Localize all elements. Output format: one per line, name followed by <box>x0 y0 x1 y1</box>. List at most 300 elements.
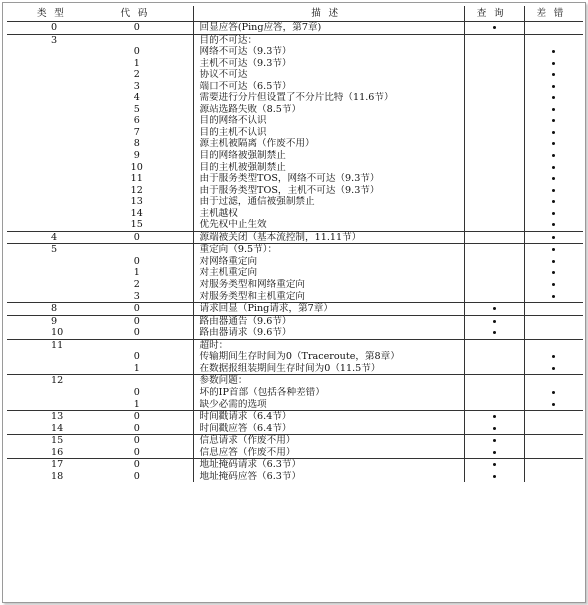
cell-description: 回显应答(Ping应答，第7章) <box>193 22 464 35</box>
cell-code <box>83 267 193 279</box>
cell-error <box>524 185 583 197</box>
table-row <box>7 339 583 351</box>
cell-code <box>83 231 193 244</box>
error-bullet-icon <box>552 154 555 157</box>
cell-type <box>7 196 83 208</box>
table-row <box>7 303 583 316</box>
table-row <box>7 471 583 483</box>
table-row <box>7 399 583 411</box>
cell-code-value: 12 <box>130 184 143 196</box>
cell-type: 3 <box>51 34 58 46</box>
table-row <box>7 459 583 471</box>
query-bullet-icon <box>493 427 496 430</box>
table-row <box>7 115 583 127</box>
cell-code-value: 0 <box>133 435 140 447</box>
query-bullet-icon <box>493 439 496 442</box>
cell-code-value: 3 <box>133 80 140 92</box>
table-row <box>7 92 583 104</box>
cell-code-value: 3 <box>133 290 140 302</box>
table-row <box>7 69 583 81</box>
cell-code-value: 0 <box>133 303 140 315</box>
cell-code <box>83 435 193 447</box>
cell-code <box>83 303 193 316</box>
cell-code <box>83 196 193 208</box>
cell-code-value: 2 <box>133 279 140 291</box>
cell-code-value: 8 <box>133 138 140 150</box>
cell-query <box>464 22 524 35</box>
query-bullet-icon <box>493 331 496 334</box>
table-row <box>7 447 583 459</box>
error-bullet-icon <box>552 271 555 274</box>
cell-description: 重定向（9.5节）： <box>193 244 464 256</box>
cell-code <box>83 58 193 70</box>
error-bullet-icon <box>552 223 555 226</box>
cell-code <box>83 22 193 35</box>
cell-error <box>524 303 583 316</box>
cell-code-value: 10 <box>130 161 143 173</box>
table-row <box>7 196 583 208</box>
cell-description: 主机不可达（9.3节） <box>193 58 464 70</box>
cell-description: 超时： <box>193 339 464 351</box>
error-bullet-icon <box>552 131 555 134</box>
cell-query <box>464 92 524 104</box>
cell-error <box>524 208 583 220</box>
table-row <box>7 291 583 303</box>
table-row <box>7 231 583 244</box>
cell-code-value: 6 <box>133 115 140 127</box>
cell-description: 时间戳应答（6.4节） <box>193 423 464 435</box>
cell-error <box>524 34 583 46</box>
error-bullet-icon <box>552 73 555 76</box>
cell-type <box>7 387 83 399</box>
cell-type <box>7 219 83 231</box>
cell-code <box>83 46 193 58</box>
cell-type <box>7 256 83 268</box>
cell-type <box>7 92 83 104</box>
table-row <box>7 162 583 174</box>
cell-code-value: 1 <box>133 398 140 410</box>
table-row <box>7 279 583 291</box>
cell-type <box>7 46 83 58</box>
cell-code <box>83 447 193 459</box>
cell-description: 源主机被隔离（作废不用） <box>193 138 464 150</box>
cell-query <box>464 387 524 399</box>
cell-description: 缺少必需的选项 <box>193 399 464 411</box>
cell-query <box>464 435 524 447</box>
error-bullet-icon <box>552 236 555 239</box>
table-row <box>7 104 583 116</box>
error-bullet-icon <box>552 248 555 251</box>
cell-error <box>524 267 583 279</box>
cell-error <box>524 196 583 208</box>
cell-code-value: 1 <box>133 362 140 374</box>
cell-query <box>464 471 524 483</box>
cell-code-value: 1 <box>133 267 140 279</box>
cell-code <box>83 92 193 104</box>
table-row <box>7 256 583 268</box>
cell-query <box>464 127 524 139</box>
cell-description: 对服务类型和主机重定向 <box>193 291 464 303</box>
table-row <box>7 138 583 150</box>
cell-code-value: 4 <box>133 92 140 104</box>
query-bullet-icon <box>493 451 496 454</box>
cell-error <box>524 399 583 411</box>
header-query: 查询 <box>464 6 524 22</box>
cell-error <box>524 69 583 81</box>
cell-error <box>524 256 583 268</box>
cell-query <box>464 279 524 291</box>
cell-description: 协议不可达 <box>193 69 464 81</box>
cell-description: 优先权中止生效 <box>193 219 464 231</box>
cell-type <box>7 173 83 185</box>
cell-code-value: 0 <box>133 386 140 398</box>
table-row <box>7 375 583 387</box>
cell-query <box>464 256 524 268</box>
cell-code <box>83 471 193 483</box>
cell-query <box>464 447 524 459</box>
error-bullet-icon <box>552 391 555 394</box>
table-header-row <box>7 6 583 22</box>
cell-type <box>7 162 83 174</box>
query-bullet-icon <box>493 307 496 310</box>
table-row <box>7 34 583 46</box>
cell-type: 15 <box>51 435 64 447</box>
cell-error <box>524 22 583 35</box>
cell-type: 13 <box>51 411 64 423</box>
cell-error <box>524 138 583 150</box>
cell-code-value: 0 <box>133 411 140 423</box>
cell-code-value: 0 <box>133 351 140 363</box>
cell-description: 需要进行分片但设置了不分片比特（11.6节） <box>193 92 464 104</box>
cell-description: 在数据报组装期间生存时间为0（11.5节） <box>193 363 464 375</box>
cell-query <box>464 244 524 256</box>
table-body <box>7 22 583 483</box>
cell-query <box>464 173 524 185</box>
cell-type: 11 <box>51 339 64 351</box>
table-row <box>7 173 583 185</box>
table-row <box>7 423 583 435</box>
error-bullet-icon <box>552 142 555 145</box>
cell-query <box>464 231 524 244</box>
cell-description: 目的主机被强制禁止 <box>193 162 464 174</box>
error-bullet-icon <box>552 177 555 180</box>
cell-query <box>464 303 524 316</box>
cell-description: 网络不可达（9.3节） <box>193 46 464 58</box>
cell-code <box>83 291 193 303</box>
cell-query <box>464 196 524 208</box>
cell-type <box>7 185 83 197</box>
cell-error <box>524 327 583 339</box>
cell-error <box>524 447 583 459</box>
cell-query <box>464 459 524 471</box>
cell-code <box>83 244 193 256</box>
cell-type <box>7 115 83 127</box>
error-bullet-icon <box>552 295 555 298</box>
cell-code <box>83 162 193 174</box>
cell-code <box>83 423 193 435</box>
error-bullet-icon <box>552 108 555 111</box>
cell-description: 由于服务类型TOS，网络不可达（9.3节） <box>193 173 464 185</box>
cell-code <box>83 115 193 127</box>
cell-type: 10 <box>7 327 83 339</box>
cell-query <box>464 315 524 327</box>
cell-query <box>464 327 524 339</box>
table-row <box>7 219 583 231</box>
table-row <box>7 435 583 447</box>
error-bullet-icon <box>552 166 555 169</box>
table-row <box>7 327 583 339</box>
cell-error <box>524 339 583 351</box>
cell-type: 0 <box>7 22 83 35</box>
table-row <box>7 22 583 35</box>
cell-description: 坏的IP首部（包括各种差错） <box>193 387 464 399</box>
cell-error <box>524 173 583 185</box>
cell-code <box>83 81 193 93</box>
cell-query <box>464 81 524 93</box>
cell-code-value: 14 <box>130 207 143 219</box>
cell-error <box>524 127 583 139</box>
table-row <box>7 387 583 399</box>
cell-error <box>524 423 583 435</box>
cell-error <box>524 58 583 70</box>
error-bullet-icon <box>552 212 555 215</box>
cell-description: 目的主机不认识 <box>193 127 464 139</box>
cell-code-value: 7 <box>133 126 140 138</box>
cell-code <box>83 219 193 231</box>
cell-query <box>464 339 524 351</box>
cell-type <box>7 104 83 116</box>
cell-description: 地址掩码请求（6.3节） <box>193 459 464 471</box>
cell-description: 路由器请求（9.6节） <box>193 327 464 339</box>
cell-type: 14 <box>7 423 83 435</box>
cell-query <box>464 34 524 46</box>
cell-description: 端口不可达（6.5节） <box>193 81 464 93</box>
query-bullet-icon <box>493 415 496 418</box>
cell-type <box>7 150 83 162</box>
document-frame <box>2 2 586 603</box>
cell-code-value: 1 <box>133 57 140 69</box>
cell-error <box>524 411 583 423</box>
cell-code-value: 0 <box>133 446 140 458</box>
cell-code-value: 0 <box>133 327 140 339</box>
cell-error <box>524 363 583 375</box>
cell-type <box>7 69 83 81</box>
cell-error <box>524 459 583 471</box>
cell-error <box>524 351 583 363</box>
cell-type: 18 <box>51 470 64 482</box>
cell-type: 9 <box>51 315 58 327</box>
cell-description: 源站选路失败（8.5节） <box>193 104 464 116</box>
cell-error <box>524 244 583 256</box>
cell-query <box>464 185 524 197</box>
cell-query <box>464 46 524 58</box>
cell-description: 信息请求（作废不用） <box>193 435 464 447</box>
table-row <box>7 150 583 162</box>
cell-description: 源端被关闭（基本流控制，11.11节） <box>193 231 464 244</box>
cell-type: 4 <box>7 231 83 244</box>
cell-type: 17 <box>51 459 64 471</box>
cell-description: 由于过滤，通信被强制禁止 <box>193 196 464 208</box>
cell-code <box>83 279 193 291</box>
cell-code-value: 0 <box>133 422 140 434</box>
cell-code-value: 13 <box>130 196 143 208</box>
cell-code <box>83 411 193 423</box>
icmp-message-table <box>7 6 583 482</box>
error-bullet-icon <box>552 189 555 192</box>
cell-code-value: 11 <box>130 173 143 185</box>
cell-description: 信息应答（作废不用） <box>193 447 464 459</box>
cell-type <box>7 127 83 139</box>
cell-query <box>464 291 524 303</box>
cell-code <box>83 173 193 185</box>
cell-type <box>7 291 83 303</box>
cell-type <box>7 81 83 93</box>
cell-type <box>7 138 83 150</box>
cell-type: 16 <box>7 447 83 459</box>
cell-error <box>524 375 583 387</box>
cell-error <box>524 471 583 483</box>
cell-query <box>464 138 524 150</box>
cell-code <box>83 208 193 220</box>
cell-error <box>524 315 583 327</box>
cell-error <box>524 115 583 127</box>
cell-description: 对服务类型和网络重定向 <box>193 279 464 291</box>
error-bullet-icon <box>552 367 555 370</box>
cell-error <box>524 291 583 303</box>
cell-error <box>524 150 583 162</box>
cell-query <box>464 58 524 70</box>
header-error: 差错 <box>524 6 583 22</box>
header-type: 类型 <box>7 6 83 22</box>
cell-description: 对网络重定向 <box>193 256 464 268</box>
table-row <box>7 185 583 197</box>
cell-description: 目的网络被强制禁止 <box>193 150 464 162</box>
error-bullet-icon <box>552 260 555 263</box>
error-bullet-icon <box>552 200 555 203</box>
cell-code <box>83 127 193 139</box>
cell-query <box>464 150 524 162</box>
cell-query <box>464 423 524 435</box>
cell-code <box>83 387 193 399</box>
cell-type <box>7 58 83 70</box>
cell-query <box>464 411 524 423</box>
table-row <box>7 267 583 279</box>
error-bullet-icon <box>552 50 555 53</box>
cell-code <box>83 327 193 339</box>
cell-type <box>7 279 83 291</box>
table-row <box>7 46 583 58</box>
table-row <box>7 363 583 375</box>
cell-code <box>83 150 193 162</box>
table-row <box>7 58 583 70</box>
cell-error <box>524 231 583 244</box>
error-bullet-icon <box>552 85 555 88</box>
cell-code-value: 5 <box>133 103 140 115</box>
cell-type <box>7 208 83 220</box>
cell-description: 主机越权 <box>193 208 464 220</box>
cell-code-value: 2 <box>133 69 140 81</box>
query-bullet-icon <box>493 320 496 323</box>
cell-description: 路由器通告（9.6节） <box>193 315 464 327</box>
error-bullet-icon <box>552 119 555 122</box>
cell-error <box>524 219 583 231</box>
header-description: 描述 <box>193 6 464 22</box>
cell-type <box>7 363 83 375</box>
cell-code-value: 0 <box>133 255 140 267</box>
cell-type <box>7 267 83 279</box>
cell-type: 5 <box>51 244 58 256</box>
cell-type: 8 <box>7 303 83 316</box>
cell-code <box>83 375 193 387</box>
cell-description: 参数问题： <box>193 375 464 387</box>
cell-code <box>83 256 193 268</box>
cell-query <box>464 399 524 411</box>
table-row <box>7 351 583 363</box>
cell-query <box>464 104 524 116</box>
query-bullet-icon <box>493 26 496 29</box>
cell-query <box>464 69 524 81</box>
error-bullet-icon <box>552 355 555 358</box>
cell-description: 地址掩码应答（6.3节） <box>193 471 464 483</box>
cell-code-value: 0 <box>133 46 140 58</box>
table-row <box>7 244 583 256</box>
error-bullet-icon <box>552 403 555 406</box>
cell-description: 目的不可达： <box>193 34 464 46</box>
cell-code <box>83 34 193 46</box>
error-bullet-icon <box>552 62 555 65</box>
cell-description: 由于服务类型TOS，主机不可达（9.3节） <box>193 185 464 197</box>
cell-code <box>83 351 193 363</box>
cell-error <box>524 387 583 399</box>
cell-code <box>83 315 193 327</box>
cell-description: 时间戳请求（6.4节） <box>193 411 464 423</box>
cell-code-value: 0 <box>133 231 140 243</box>
cell-type <box>7 351 83 363</box>
error-bullet-icon <box>552 96 555 99</box>
cell-error <box>524 92 583 104</box>
table-row <box>7 208 583 220</box>
cell-type: 12 <box>51 375 64 387</box>
cell-query <box>464 267 524 279</box>
cell-query <box>464 115 524 127</box>
cell-code-value: 9 <box>133 150 140 162</box>
cell-code <box>83 459 193 471</box>
table-row <box>7 315 583 327</box>
error-bullet-icon <box>552 283 555 286</box>
header-code: 代码 <box>83 6 193 22</box>
cell-error <box>524 104 583 116</box>
query-bullet-icon <box>493 463 496 466</box>
cell-code <box>83 69 193 81</box>
cell-description: 传输期间生存时间为0（Traceroute，第8章） <box>193 351 464 363</box>
cell-code <box>83 339 193 351</box>
cell-code-value: 0 <box>133 315 140 327</box>
cell-code-value: 15 <box>130 219 143 231</box>
cell-code-value: 0 <box>133 470 140 482</box>
cell-code <box>83 363 193 375</box>
cell-query <box>464 363 524 375</box>
cell-description: 目的网络不认识 <box>193 115 464 127</box>
cell-code-value: 0 <box>133 22 140 33</box>
cell-error <box>524 81 583 93</box>
cell-code <box>83 185 193 197</box>
cell-code <box>83 399 193 411</box>
table-row <box>7 411 583 423</box>
cell-error <box>524 46 583 58</box>
cell-query <box>464 162 524 174</box>
cell-query <box>464 375 524 387</box>
cell-query <box>464 208 524 220</box>
